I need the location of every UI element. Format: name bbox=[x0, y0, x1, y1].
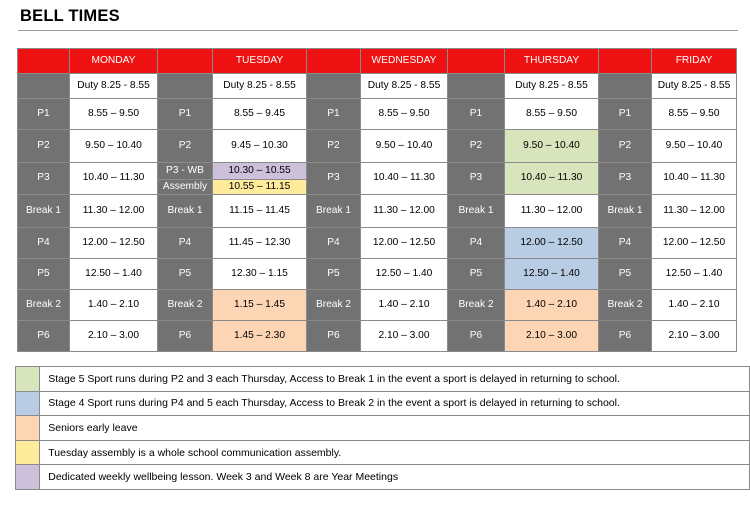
period-time: 2.10 – 3.00 bbox=[652, 321, 737, 352]
period-time: 9.50 – 10.40 bbox=[70, 130, 158, 163]
legend-row bbox=[16, 367, 750, 392]
duty-time-monday: Duty 8.25 - 8.55 bbox=[70, 74, 158, 99]
period-label-wellbeing: P3 - WB bbox=[158, 163, 213, 180]
legend-swatch-yellow bbox=[16, 440, 40, 465]
period-time: 11.15 – 11.45 bbox=[213, 195, 307, 228]
page-title: BELL TIMES bbox=[20, 7, 120, 25]
header-blank-cell bbox=[599, 49, 652, 74]
period-row-p2 bbox=[18, 130, 737, 163]
period-time-seniors-early-leave: 2.10 – 3.00 bbox=[505, 321, 599, 352]
period-label: P5 bbox=[158, 259, 213, 290]
day-header-tuesday: TUESDAY bbox=[213, 49, 307, 74]
period-label: Break 2 bbox=[599, 290, 652, 321]
period-time: 1.40 – 2.10 bbox=[361, 290, 448, 321]
period-time: 10.40 – 11.30 bbox=[361, 163, 448, 195]
period-time: 1.40 – 2.10 bbox=[70, 290, 158, 321]
period-time: 8.55 – 9.50 bbox=[361, 99, 448, 130]
period-time: 12.00 – 12.50 bbox=[70, 228, 158, 259]
header-blank-cell bbox=[307, 49, 361, 74]
period-time: 9.50 – 10.40 bbox=[652, 130, 737, 163]
period-label: Break 2 bbox=[448, 290, 505, 321]
day-header-wednesday: WEDNESDAY bbox=[361, 49, 448, 74]
period-time-wellbeing: 10.30 – 10.55 bbox=[213, 163, 307, 180]
period-time-seniors-early-leave: 1.15 – 1.45 bbox=[213, 290, 307, 321]
duty-label-cell bbox=[307, 74, 361, 99]
period-time-stage5-sport: 9.50 – 10.40 bbox=[505, 130, 599, 163]
period-time: 11.45 – 12.30 bbox=[213, 228, 307, 259]
period-row-break1 bbox=[18, 195, 737, 228]
duty-label-cell bbox=[448, 74, 505, 99]
duty-label-cell bbox=[158, 74, 213, 99]
period-time-seniors-early-leave: 1.45 – 2.30 bbox=[213, 321, 307, 352]
period-label: P6 bbox=[158, 321, 213, 352]
period-label: P5 bbox=[307, 259, 361, 290]
period-row-p1 bbox=[18, 99, 737, 130]
period-label: P1 bbox=[18, 99, 70, 130]
legend-text: Tuesday assembly is a whole school communication assembly. bbox=[40, 440, 750, 465]
period-time-stage4-sport: 12.50 – 1.40 bbox=[505, 259, 599, 290]
period-label: P6 bbox=[448, 321, 505, 352]
period-label: Break 2 bbox=[307, 290, 361, 321]
period-time: 12.00 – 12.50 bbox=[361, 228, 448, 259]
header-blank-cell bbox=[18, 49, 70, 74]
period-label: P3 bbox=[18, 163, 70, 195]
duty-label-cell bbox=[18, 74, 70, 99]
legend-swatch-green bbox=[16, 367, 40, 392]
period-time: 1.40 – 2.10 bbox=[652, 290, 737, 321]
period-time: 8.55 – 9.50 bbox=[652, 99, 737, 130]
duty-row bbox=[18, 74, 737, 99]
period-label: Break 2 bbox=[18, 290, 70, 321]
legend-swatch-purple bbox=[16, 465, 40, 490]
period-time: 11.30 – 12.00 bbox=[361, 195, 448, 228]
period-label: P1 bbox=[599, 99, 652, 130]
period-time: 8.55 – 9.50 bbox=[70, 99, 158, 130]
legend-row bbox=[16, 440, 750, 465]
period-time: 9.45 – 10.30 bbox=[213, 130, 307, 163]
period-time: 12.30 – 1.15 bbox=[213, 259, 307, 290]
period-time: 10.40 – 11.30 bbox=[652, 163, 737, 195]
legend-text: Dedicated weekly wellbeing lesson. Week 3 and Week 8 are Year Meetings bbox=[40, 465, 750, 490]
legend-row bbox=[16, 391, 750, 416]
period-label: P6 bbox=[599, 321, 652, 352]
period-label: Break 2 bbox=[158, 290, 213, 321]
period-label: P3 bbox=[448, 163, 505, 195]
period-label: Break 1 bbox=[307, 195, 361, 228]
day-header-row bbox=[18, 49, 737, 74]
period-time-stage4-sport: 12.00 – 12.50 bbox=[505, 228, 599, 259]
header-blank-cell bbox=[158, 49, 213, 74]
period-label: P2 bbox=[158, 130, 213, 163]
period-time: 11.30 – 12.00 bbox=[70, 195, 158, 228]
period-label: P3 bbox=[599, 163, 652, 195]
duty-time-wednesday: Duty 8.25 - 8.55 bbox=[361, 74, 448, 99]
period-time: 12.00 – 12.50 bbox=[652, 228, 737, 259]
period-label: P6 bbox=[307, 321, 361, 352]
period-time: 12.50 – 1.40 bbox=[70, 259, 158, 290]
legend-row bbox=[16, 416, 750, 441]
duty-time-friday: Duty 8.25 - 8.55 bbox=[652, 74, 737, 99]
period-label: P2 bbox=[18, 130, 70, 163]
period-label: P1 bbox=[448, 99, 505, 130]
legend-text: Seniors early leave bbox=[40, 416, 750, 441]
period-label: Break 1 bbox=[599, 195, 652, 228]
title-divider bbox=[18, 30, 738, 31]
legend-text: Stage 5 Sport runs during P2 and 3 each Thursday, Access to Break 1 in the event a sport is delayed in returning to school. bbox=[40, 367, 750, 392]
period-row-p5 bbox=[18, 259, 737, 290]
period-label-assembly: Assembly bbox=[158, 180, 213, 195]
duty-time-thursday: Duty 8.25 - 8.55 bbox=[505, 74, 599, 99]
duty-time-tuesday: Duty 8.25 - 8.55 bbox=[213, 74, 307, 99]
header-blank-cell bbox=[448, 49, 505, 74]
color-legend bbox=[15, 366, 750, 490]
day-header-friday: FRIDAY bbox=[652, 49, 737, 74]
period-label: P5 bbox=[448, 259, 505, 290]
period-label: P2 bbox=[307, 130, 361, 163]
period-time-assembly: 10.55 – 11.15 bbox=[213, 180, 307, 195]
period-label: Break 1 bbox=[158, 195, 213, 228]
period-label: Break 1 bbox=[18, 195, 70, 228]
period-row-p3 bbox=[18, 163, 737, 180]
period-label: P4 bbox=[448, 228, 505, 259]
period-row-p6 bbox=[18, 321, 737, 352]
period-label: P4 bbox=[18, 228, 70, 259]
day-header-thursday: THURSDAY bbox=[505, 49, 599, 74]
period-label: P5 bbox=[18, 259, 70, 290]
period-row-break2 bbox=[18, 290, 737, 321]
period-label: P4 bbox=[158, 228, 213, 259]
period-label: P5 bbox=[599, 259, 652, 290]
period-label: P1 bbox=[307, 99, 361, 130]
period-time: 11.30 – 12.00 bbox=[652, 195, 737, 228]
legend-text: Stage 4 Sport runs during P4 and 5 each Thursday, Access to Break 2 in the event a sport is delayed in returning to school. bbox=[40, 391, 750, 416]
period-time: 10.40 – 11.30 bbox=[70, 163, 158, 195]
duty-label-cell bbox=[599, 74, 652, 99]
period-row-p4 bbox=[18, 228, 737, 259]
period-label: P6 bbox=[18, 321, 70, 352]
period-time: 2.10 – 3.00 bbox=[70, 321, 158, 352]
period-time: 11.30 – 12.00 bbox=[505, 195, 599, 228]
period-time: 9.50 – 10.40 bbox=[361, 130, 448, 163]
period-time: 8.55 – 9.45 bbox=[213, 99, 307, 130]
legend-swatch-orange bbox=[16, 416, 40, 441]
period-label: P4 bbox=[307, 228, 361, 259]
period-time-stage5-sport: 10.40 – 11.30 bbox=[505, 163, 599, 195]
period-label: P3 bbox=[307, 163, 361, 195]
period-time-seniors-early-leave: 1.40 – 2.10 bbox=[505, 290, 599, 321]
period-label: Break 1 bbox=[448, 195, 505, 228]
period-label: P2 bbox=[448, 130, 505, 163]
bell-times-table bbox=[17, 48, 737, 352]
day-header-monday: MONDAY bbox=[70, 49, 158, 74]
period-time: 8.55 – 9.50 bbox=[505, 99, 599, 130]
period-label: P1 bbox=[158, 99, 213, 130]
period-time: 12.50 – 1.40 bbox=[361, 259, 448, 290]
period-time: 2.10 – 3.00 bbox=[361, 321, 448, 352]
period-time: 12.50 – 1.40 bbox=[652, 259, 737, 290]
legend-swatch-blue bbox=[16, 391, 40, 416]
period-label: P2 bbox=[599, 130, 652, 163]
legend-row bbox=[16, 465, 750, 490]
period-label: P4 bbox=[599, 228, 652, 259]
